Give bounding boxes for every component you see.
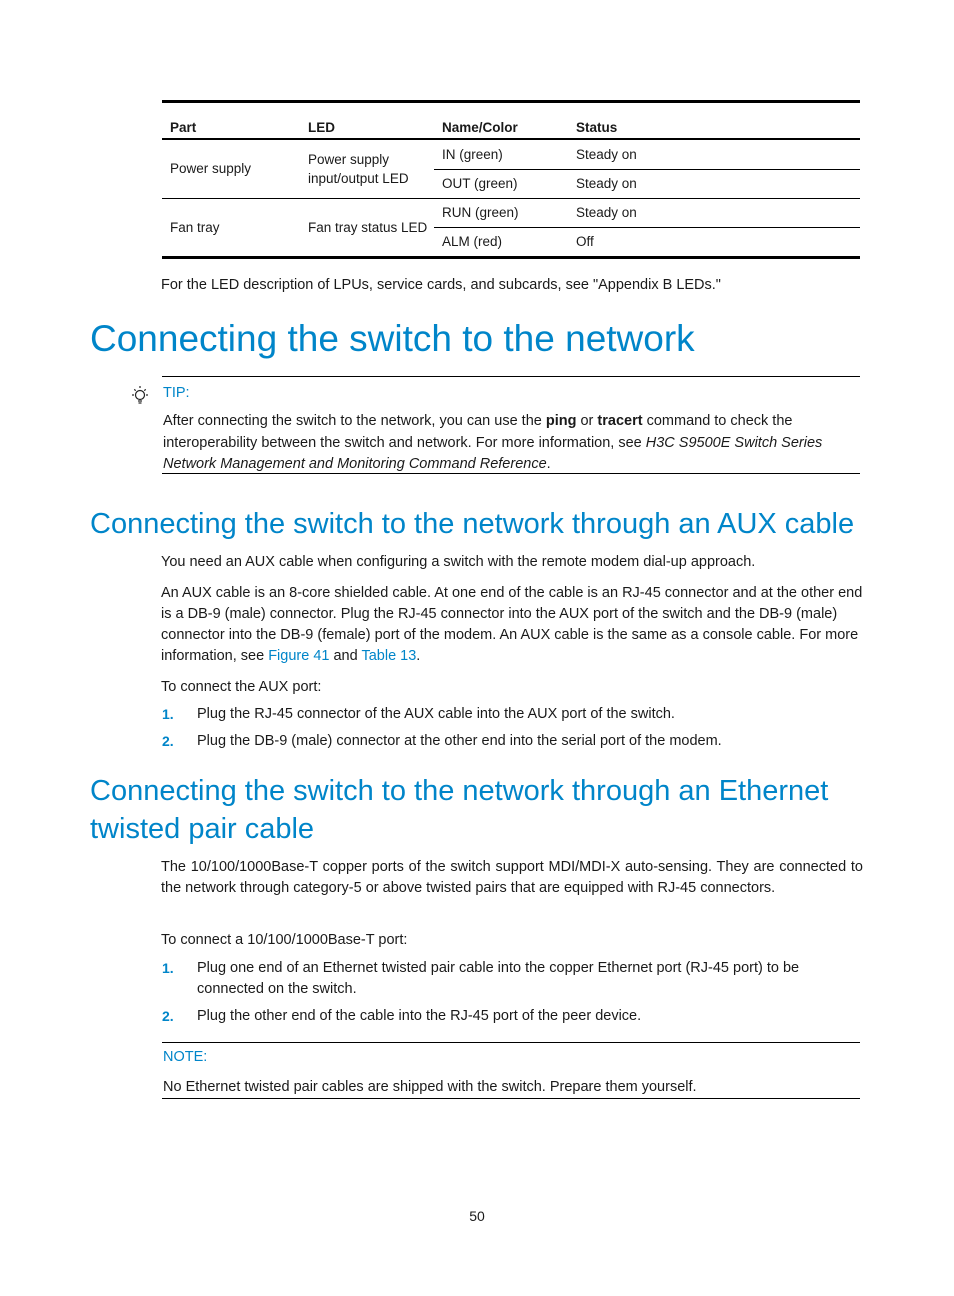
figure-41-link[interactable]: Figure 41 bbox=[268, 648, 330, 664]
section-title-network: Connecting the switch to the network bbox=[90, 318, 695, 359]
tip-top-rule bbox=[162, 376, 860, 377]
aux-paragraph-3: To connect the AUX port: bbox=[161, 679, 322, 695]
cell-status: Steady on bbox=[576, 176, 637, 191]
appendix-reference-text: For the LED description of LPUs, service cards, and subcards, see "Appendix B LEDs." bbox=[161, 277, 721, 293]
cell-name: OUT (green) bbox=[442, 176, 518, 191]
note-text: No Ethernet twisted pair cables are shipped with the switch. Prepare them yourself. bbox=[163, 1079, 697, 1095]
table-row bbox=[162, 198, 860, 227]
step-text: Plug one end of an Ethernet twisted pair cable into the copper Ethernet port (RJ-45 port) to be connected on the switch. bbox=[197, 960, 800, 997]
step-number: 2. bbox=[162, 733, 174, 749]
note-label: NOTE: bbox=[163, 1049, 208, 1065]
cell-name: RUN (green) bbox=[442, 205, 519, 220]
lightbulb-icon bbox=[128, 384, 152, 413]
cell-led: Power supply input/output LED bbox=[300, 139, 434, 198]
step-text: Plug the DB-9 (male) connector at the other end into the serial port of the modem. bbox=[197, 733, 722, 749]
table-13-link[interactable]: Table 13 bbox=[361, 648, 417, 664]
col-header-name: Name/Color bbox=[442, 120, 518, 135]
cell-status: Off bbox=[576, 234, 594, 249]
page-number: 50 bbox=[469, 1208, 485, 1224]
aux-paragraph-1: You need an AUX cable when configuring a switch with the remote modem dial-up approach. bbox=[161, 554, 756, 570]
tip-text: After connecting the switch to the network, you can use the ping or tracert command to check the interoperability between the switch and network. For more information, see H3C S9500E Switch Series Network Management and Monitoring Command Reference. bbox=[163, 413, 823, 472]
tip-bottom-rule bbox=[162, 473, 860, 474]
note-bottom-rule bbox=[162, 1098, 860, 1099]
cell-status: Steady on bbox=[576, 146, 637, 162]
cell-part: Power supply bbox=[162, 139, 300, 198]
step-number: 2. bbox=[162, 1008, 174, 1024]
section-title-aux: Connecting the switch to the network through an AUX cable bbox=[90, 508, 855, 540]
tracert-command: tracert bbox=[597, 413, 643, 429]
aux-paragraph-2: An AUX cable is an 8-core shielded cable. At one end of the cable is an RJ-45 connector and at the other end is a DB-9 (male) connector. Plug the RJ-45 connector into the AUX port of the switch and the DB-9 (male) connector into the DB-9 (female) port of the modem. An AUX cable is the same as a console cable. For more information, see Figure 41 and Table 13. bbox=[161, 585, 863, 664]
col-header-led: LED bbox=[308, 120, 335, 135]
col-header-part: Part bbox=[170, 120, 197, 135]
step-number: 1. bbox=[162, 960, 174, 976]
step-text: Plug the other end of the cable into the RJ-45 port of the peer device. bbox=[197, 1008, 642, 1024]
section-title-ethernet: Connecting the switch to the network through an Ethernet twisted pair cable bbox=[90, 775, 829, 845]
col-header-status: Status bbox=[576, 120, 618, 135]
led-table bbox=[162, 100, 860, 259]
cell-led: Fan tray status LED bbox=[300, 198, 434, 257]
cell-part: Fan tray bbox=[162, 198, 300, 257]
note-top-rule bbox=[162, 1042, 860, 1043]
step-text: Plug the RJ-45 connector of the AUX cable into the AUX port of the switch. bbox=[197, 706, 675, 722]
step-number: 1. bbox=[162, 706, 174, 722]
table-row bbox=[162, 139, 860, 169]
cell-name: ALM (red) bbox=[442, 234, 503, 249]
command-reference-title: H3C S9500E Switch Series Network Management and Monitoring Command Reference bbox=[163, 434, 823, 472]
ethernet-paragraph-1: The 10/100/1000Base-T copper ports of the switch support MDI/MDI-X auto-sensing. They are connected to the network through category-5 or above twisted pairs that are equipped with RJ-45 connectors. bbox=[161, 859, 863, 896]
ethernet-paragraph-2: To connect a 10/100/1000Base-T port: bbox=[161, 932, 408, 948]
cell-status: Steady on bbox=[576, 205, 637, 220]
tip-label: TIP: bbox=[163, 385, 190, 401]
ping-command: ping bbox=[545, 413, 577, 429]
cell-name: IN (green) bbox=[442, 146, 503, 162]
